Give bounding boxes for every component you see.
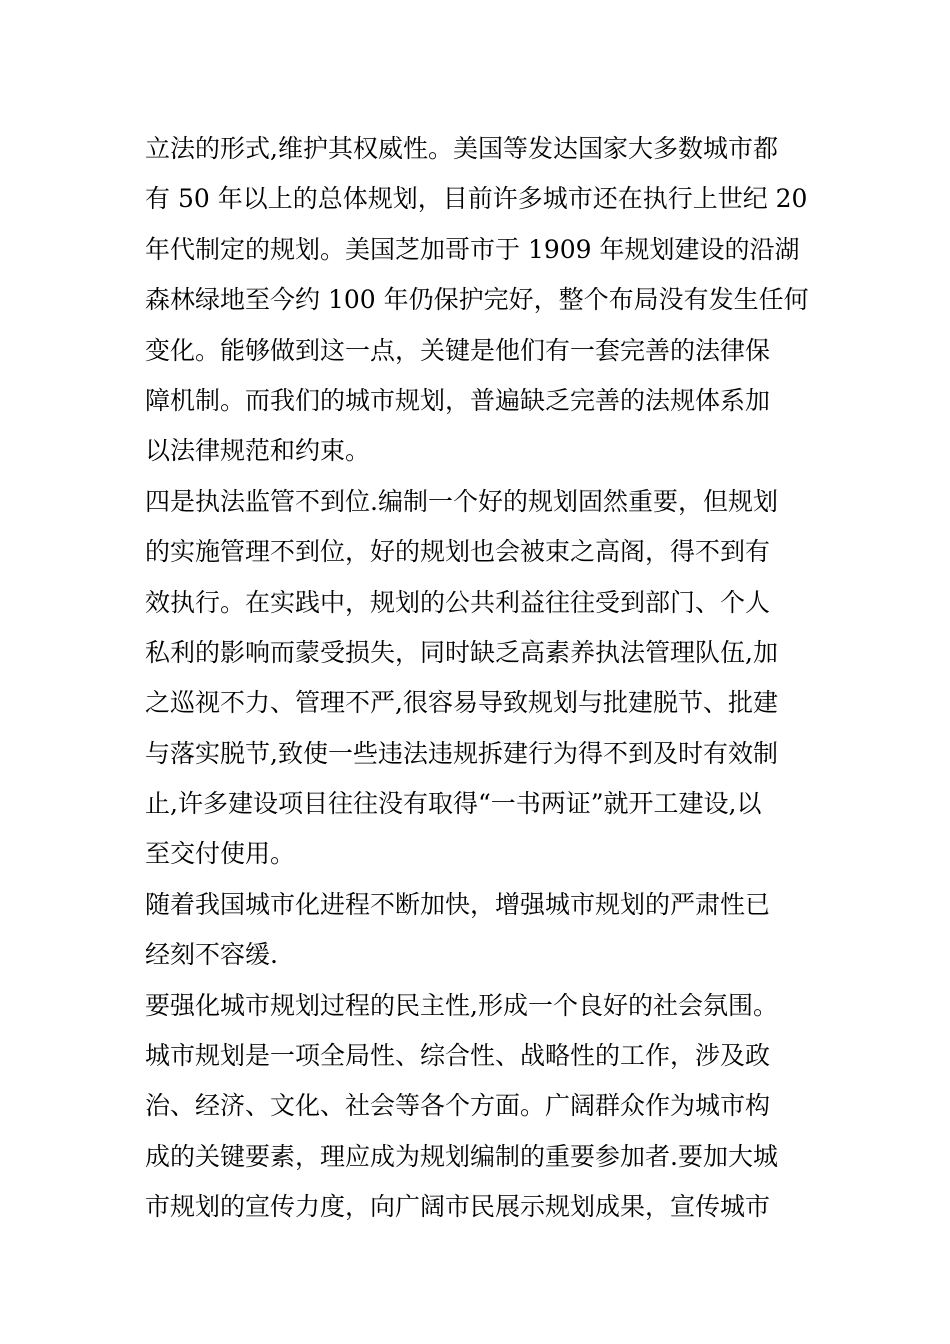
text-line: 城市规划是一项全局性、综合性、战略性的工作，涉及政 (145, 1041, 771, 1071)
text-line: 私利的影响而蒙受损失，同时缺乏高素养执法管理队伍,加 (145, 637, 778, 667)
text-line: 成的关键要素，理应成为规划编制的重要参加者.要加大城 (145, 1141, 778, 1171)
text-line: 四是执法监管不到位.编制一个好的规划固然重要，但规划 (145, 486, 778, 516)
text-line: 的实施管理不到位，好的规划也会被束之高阁，得不到有 (145, 537, 771, 567)
body-text (145, 124, 815, 1233)
text-line: 障机制。而我们的城市规划，普遍缺乏完善的法规体系加 (145, 385, 771, 415)
text-line: 之巡视不力、管理不严,很容易导致规划与批建脱节、批建 (145, 688, 778, 718)
text-line: 与落实脱节,致使一些违法违规拆建行为得不到及时有效制 (145, 738, 778, 768)
text-line: 随着我国城市化进程不断加快，增强城市规划的严肃性已 (145, 889, 771, 919)
text-line: 至交付使用。 (145, 839, 296, 869)
text-line: 要强化城市规划过程的民主性,形成一个良好的社会氛围。 (145, 990, 778, 1020)
text-line: 市规划的宣传力度，向广阔市民展示规划成果，宣传城市 (145, 1192, 771, 1222)
text-line: 变化。能够做到这一点，关键是他们有一套完善的法律保 (145, 335, 771, 365)
text-line: 年代制定的规划。美国芝加哥市于 1909 年规划建设的沿湖 (145, 234, 800, 264)
text-line: 立法的形式,维护其权威性。美国等发达国家大多数城市都 (145, 134, 778, 163)
text-line: 有 50 年以上的总体规划，目前许多城市还在执行上世纪 20 (145, 184, 808, 214)
text-line: 经刻不容缓. (145, 940, 278, 970)
text-line: 止,许多建设项目往往没有取得“一书两证”就开工建设,以 (145, 789, 762, 819)
text-line: 效执行。在实践中，规划的公共利益往往受到部门、个人 (145, 587, 771, 617)
text-line: 森林绿地至今约 100 年仍保护完好，整个布局没有发生任何 (145, 285, 809, 315)
text-line: 治、经济、文化、社会等各个方面。广阔群众作为城市构 (145, 1091, 771, 1121)
text-line: 以法律规范和约束。 (145, 436, 371, 466)
